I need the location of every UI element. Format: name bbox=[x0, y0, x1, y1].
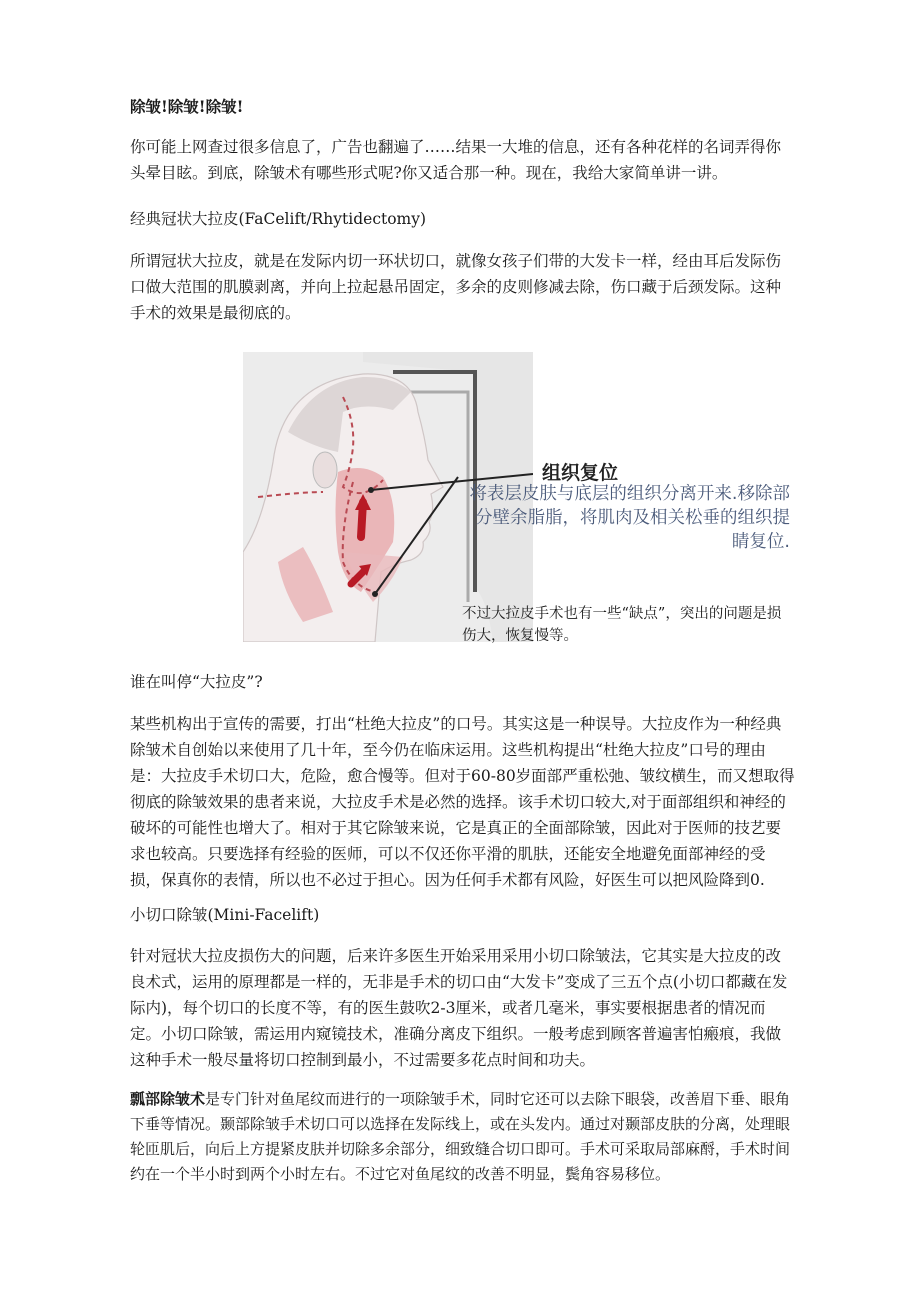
section3-paragraph: 针对冠状大拉皮损伤大的问题，后来许多医生开始采用采用小切口除皱法，它其实是大拉皮的改良术式，运用的原理都是一样的，无非是手术的切口由“大发卡”变成了三五个点(小切口都藏在发际内)，每个切口的长度不等，有的医生鼓吹2-3厘米，或者几毫米，事实要根据患者的情况而定。小切口除皱，需运用内窥镜技术，准确分离皮下组织。一般考虑到顾客普遍害怕瘢痕，我做这种手术一般尽量将切口控制到最小，不过需要多花点时间和功夫。 bbox=[130, 947, 788, 1069]
section3-heading: 小切口除皱(Mini-Facelift) bbox=[130, 906, 320, 924]
section4-body: 是专门针对鱼尾纹而进行的一项除皱手术，同时它还可以去除下眼袋，改善眉下垂、眼角下垂等情况。颞部除皱手术切口可以选择在发际线上，或在头发内。通过对颞部皮肤的分离，处理眼轮匝肌后，向后上方提紧皮肤并切除多余部分，细致缝合切口即可。手术可采取局部麻酹，手术时间约在一个半小时到两个小时左右。不过它对鱼尾纹的改善不明显，鬓角容易移位。 bbox=[130, 1090, 791, 1183]
intro-paragraph: 你可能上网查过很多信息了，广告也翻遍了……结果一大堆的信息，还有各种花样的名词弄得你头晕目眩。到底，除皱术有哪些形式呢?你又适合那一种。现在，我给大家简单讲一讲。 bbox=[130, 138, 782, 182]
page-title: 除皱!除皱!除皱! bbox=[130, 97, 244, 116]
callout-body: 将表层皮肤与底层的组织分离开来.移除部分壁余脂脂，将肌肉及相关松垂的组织提睛复位. bbox=[469, 484, 790, 552]
section2-heading: 谁在叫停“大拉皮”? bbox=[130, 673, 263, 691]
section4-paragraph bbox=[130, 1087, 795, 1187]
section1-heading: 经典冠状大拉皮(FaCelift/Rhytidectomy) bbox=[130, 210, 427, 228]
callout-title: 组织复位 bbox=[542, 462, 619, 484]
section4-lead: 瓢部除皱术 bbox=[130, 1090, 206, 1108]
section1-paragraph: 所谓冠状大拉皮，就是在发际内切一环状切口，就像女孩子们带的大发卡一样，经由耳后发际伤口做大范围的肌膜剥离，并向上拉起悬吊固定，多余的皮则修减去除，伤口藏于后颈发际。这种手术的效果是最彻底的。 bbox=[130, 252, 782, 322]
section2-paragraph: 某些机构出于宣传的需要，打出“杜绝大拉皮”的口号。其实这是一种误导。大拉皮作为一种经典除皱术自创始以来使用了几十年，至今仍在临床运用。这些机构提出“杜绝大拉皮”口号的理由是：大拉皮手术切口大，危险，愈合慢等。但对于60-80岁面部严重松弛、皱纹横生，而又想取得彻底的除皱效果的患者来说，大拉皮手术是必然的选择。该手术切口较大,对于面部组织和神经的破坏的可能性也增大了。相对于其它除皱来说，它是真正的全面部除皱，因此对于医师的技艺要求也较高。只要选择有经验的医师，可以不仅还你平滑的肌肤，还能安全地避免面部神经的受损，保真你的表情，所以也不必过于担心。因为任何手术都有风险，好医生可以把风险降到0. bbox=[130, 715, 795, 889]
drawback-note: 不过大拉皮手术也有一些“缺点”，突出的问题是损伤大，恢复慢等。 bbox=[462, 606, 782, 644]
